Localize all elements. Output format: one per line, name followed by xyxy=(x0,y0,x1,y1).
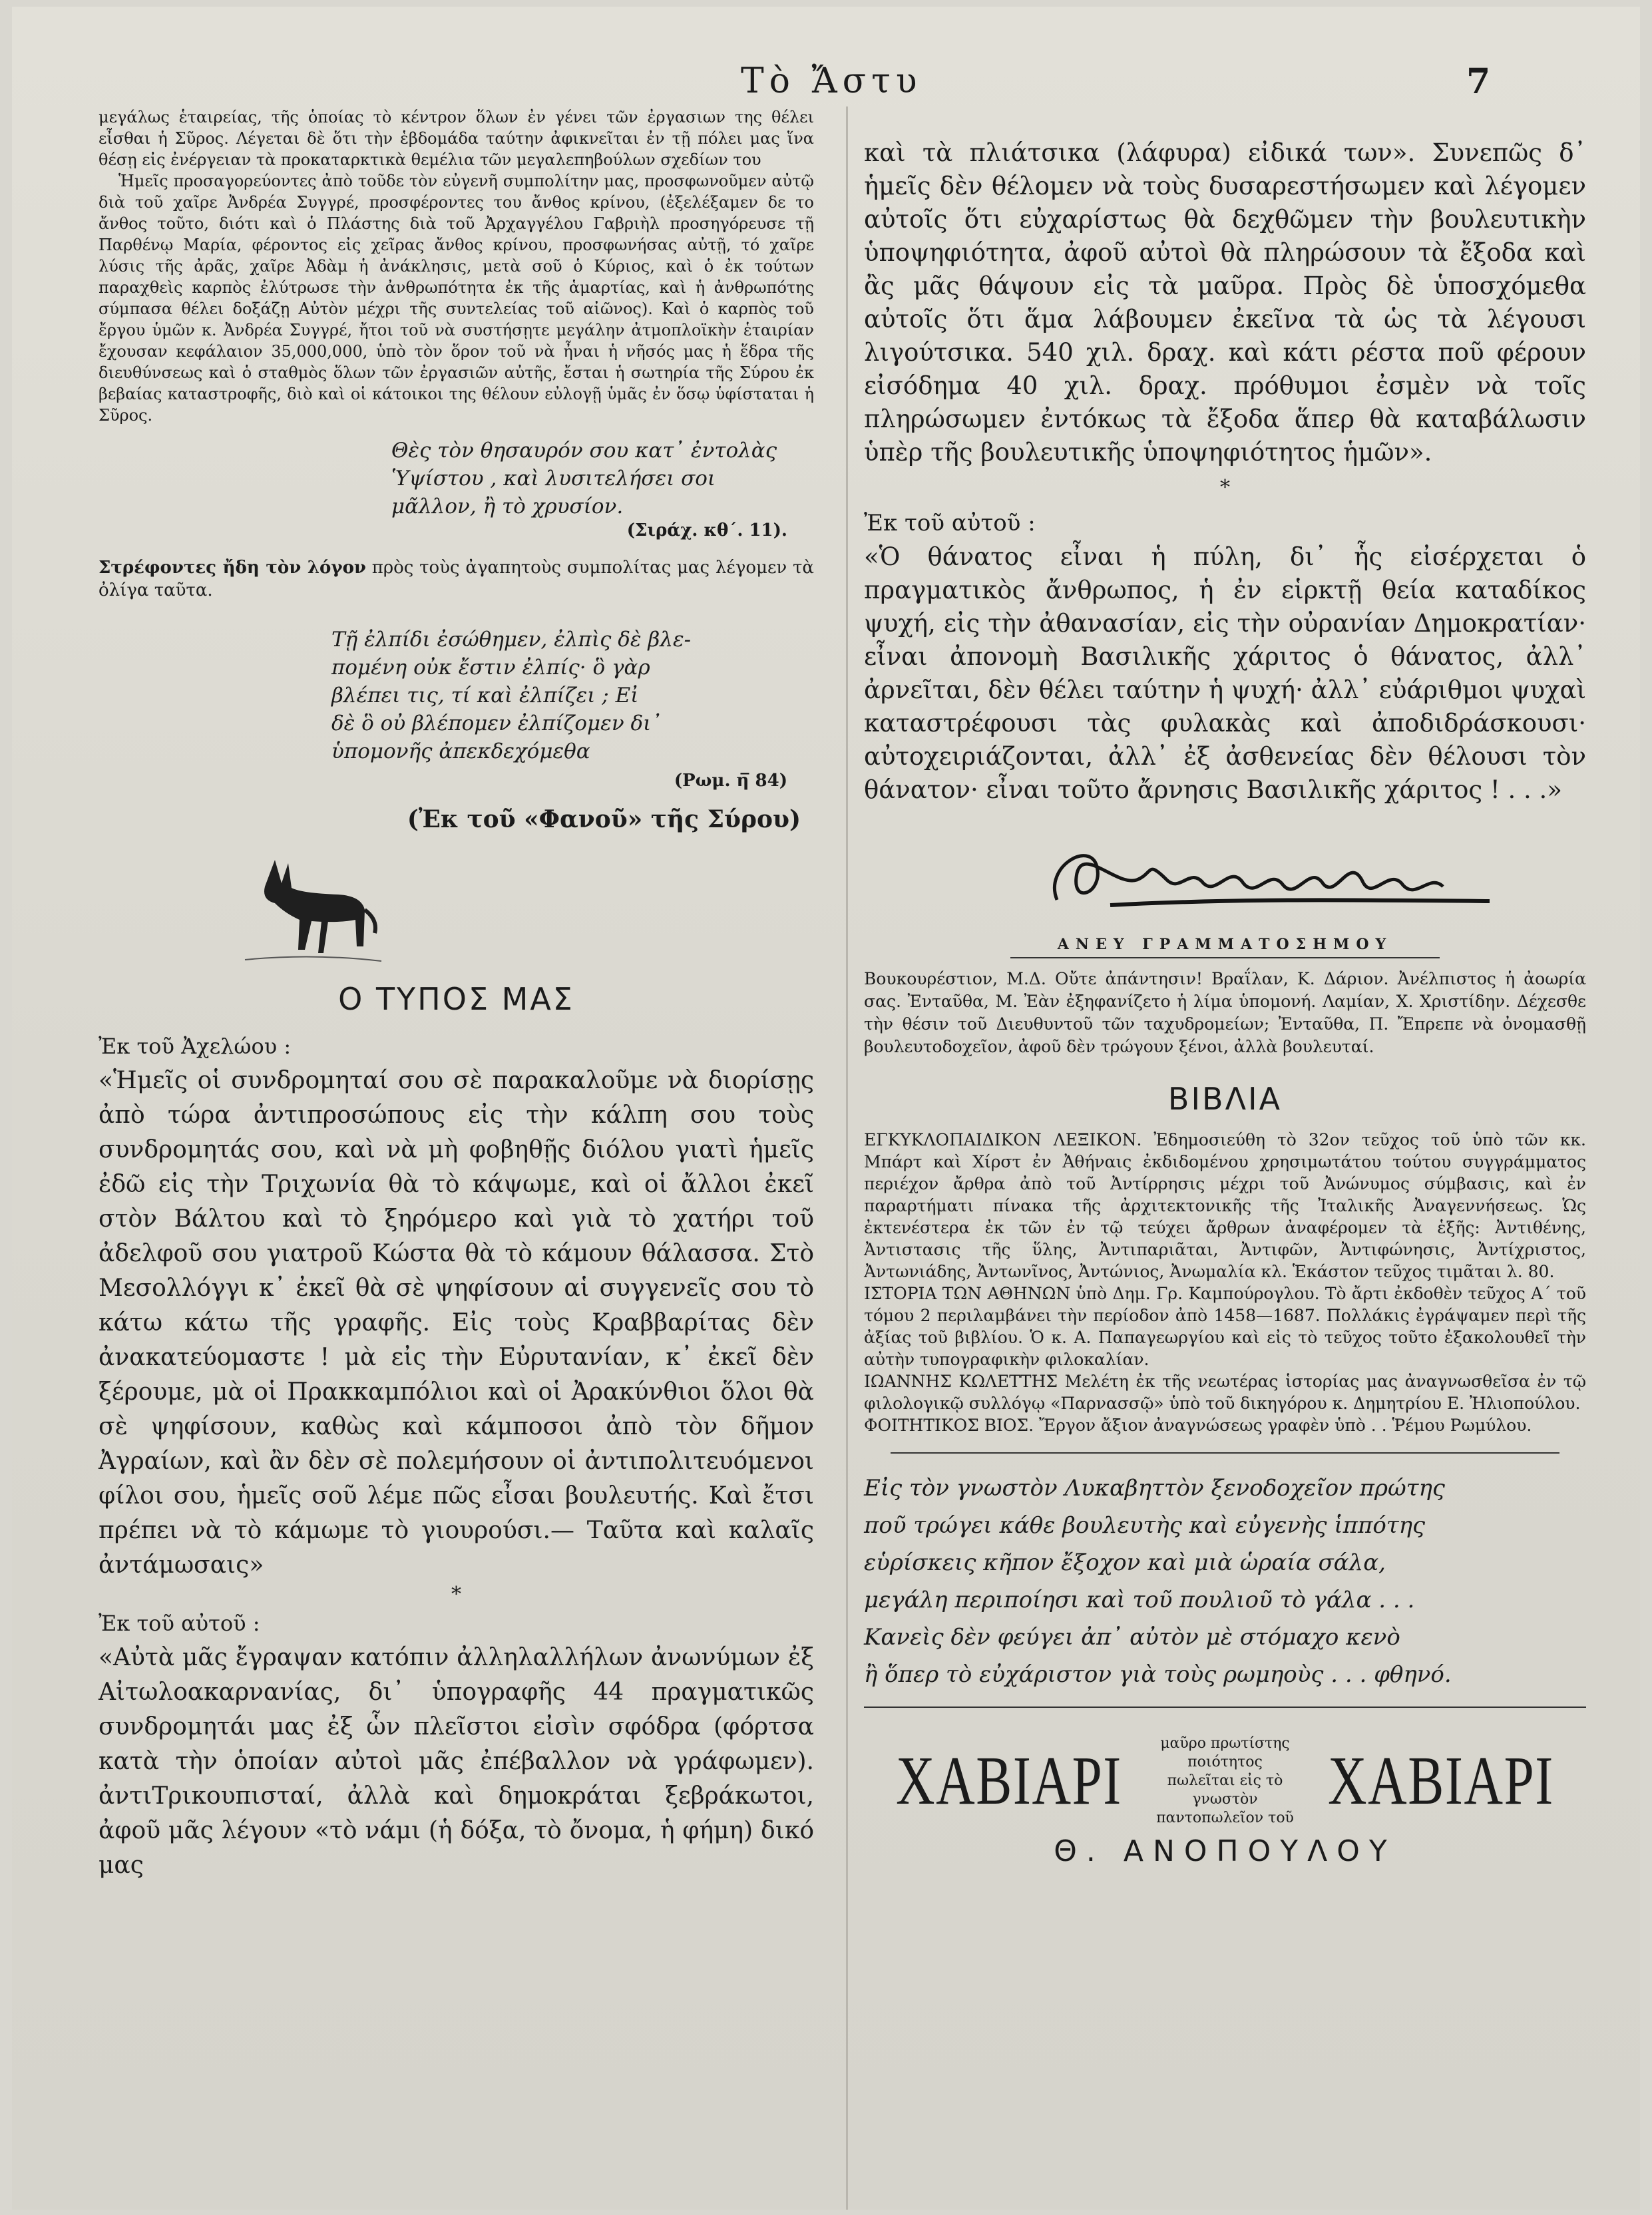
right-column xyxy=(864,136,1586,1868)
verse-line: Ὑψίστου , καὶ λυσιτελήσει σοι xyxy=(391,467,716,491)
ad-line: ποῦ τρώγει κάθε βουλευτὴς καὶ εὐγενὴς ἱππότης xyxy=(864,1512,1426,1539)
divider xyxy=(1010,957,1440,958)
ad-line: Εἰς τὸν γνωστὸν Λυκαβηττὸν ξενοδοχεῖον πρώτης xyxy=(864,1475,1445,1502)
caviar-description: μαῦρο πρωτίστης ποιότητος πωλεῖται εἰς τὸ γνωστὸν παντοπωλεῖον τοῦ xyxy=(1156,1735,1294,1826)
article-paragraph: Ἡμεῖς προσαγορεύοντες ἀπὸ τοῦδε τὸν εὐγενῆ συμπολίτην μας, προσφωνοῦμεν αὐτῷ διὰ τοῦ χαῖρε Ἀνδρέα Συγγρέ, προσφέροντες του ἄνθος κρίνου, (ἐξελέξαμεν δε το ἄνθος τοῦτο, διότι καὶ ὁ Πλάστης διὰ τοῦ Ἀρχαγγέλου Γαβριὴλ προσηγόρευσε τῇ Παρθένῳ Μαρία, φέροντος εἰς χεῖρας ἄνθος κρίνου, προσφωνήσας αὐτῇ, τό χαῖρε λύσις τῆς ἀρᾶς, χαῖρε Ἀδὰμ ἡ ἀνάκλησις, μετὰ σοῦ ὁ Κύριος, καὶ ὁ ἐκ τούτων παραχθεὶς καρπὸς ἐλύτρωσε τὴν ἀνθρωπότητα ἐκ τῆς ἁμαρτίας, καὶ ἡ ἀνθρωπότης σύμπασα θέλει δοξάζῃ Αὐτὸν μέχρι τῆς συντελείας τοῦ αἰῶνος). Καὶ ὁ καρπὸς τοῦ ἔργου ὑμῶν κ. Ἀνδρέα Συγγρέ, ἤτοι τοῦ νὰ συστήσῃτε μεγάλην ἀτμοπλοϊκὴν ἑταιρίαν ἔχουσαν κεφάλαιον 35,000,000, ὑπὸ τὸν ὅρον τοῦ νὰ ἦναι ἡ νῆσός μας ἡ ἕδρα τῆς διευθύνσεως καὶ ὁ σταθμὸς ὅλων τῶν ἐργασιῶν αὐτῆς, ἔσται ἡ σωτηρία τῆς Σύρου ἐκ βεβαίας καταστροφῆς, διὸ καὶ οἱ κάτοικοι της θέλουν εὐλογῇ ὑμᾶς ἐν ὅσῳ ὑφίσταται ἡ Σῦρος. xyxy=(99,172,814,425)
book-entry: ΦΟΙΤΗΤΙΚΟΣ ΒΙΟΣ. Ἔργον ἄξιον ἀναγνώσεως γραφὲν ὑπὸ . . Ῥέμου Ρωμύλου. xyxy=(864,1416,1532,1435)
verse-line: ὑπομονῆς ἀπεκδεχόμεθα xyxy=(331,739,590,763)
fold-line xyxy=(846,106,848,2210)
source-credit: (Ἐκ τοῦ «Φανοῦ» τῆς Σύρου) xyxy=(407,805,801,833)
from-line: Ἐκ τοῦ αὐτοῦ : xyxy=(864,510,1036,536)
newspaper-page xyxy=(12,7,1640,2210)
verse-block xyxy=(99,437,814,540)
from-line: Ἐκ τοῦ αὐτοῦ : xyxy=(99,1611,260,1636)
section-title: Ο ΤΥΠΟΣ ΜΑΣ xyxy=(338,981,574,1017)
caviar-advertisement xyxy=(864,1734,1586,1828)
article-paragraph xyxy=(99,556,814,602)
books-title: ΒΙΒΛΙΑ xyxy=(1167,1081,1283,1117)
book-entry: ΙΣΤΟΡΙΑ ΤΩΝ ΑΘΗΝΩΝ ὑπὸ Δημ. Γρ. Καμπούρογλου. Τὸ ἄρτι ἐκδοθὲν τεῦχος Α´ τοῦ τόμου 2 περιλαμβάνει τὴν περίοδον ἀπὸ 1458—1687. Πολλάκις ἐγράψαμεν περὶ τῆς ἀξίας τοῦ βιβλίου. Ὁ κ. Α. Παπαγεωργίου καὶ εἰς τὸ τεῦχος τοῦτο ἐξακολουθεῖ τὴν αὐτὴν τυπογραφικὴν φιλοκαλίαν. xyxy=(864,1284,1586,1369)
verse-line: βλέπει τις, τί καὶ ἐλπίζει ; Εἰ xyxy=(331,684,639,707)
caviar-word-right: ΧΑΒΙΑΡΙ xyxy=(1328,1742,1555,1819)
from-line: Ἐκ τοῦ Ἀχελώου : xyxy=(99,1034,292,1059)
book-entry: ΙΩΑΝΝΗΣ ΚΩΛΕΤΤΗΣ Μελέτη ἐκ τῆς νεωτέρας ἱστορίας μας ἀναγνωσθεῖσα ἐν τῷ φιλολογικῷ συλλόγῳ «Παρνασσῷ» ὑπὸ τοῦ δικηγόρου κ. Δημητρίου Ε. Ἠλιοπούλου. xyxy=(864,1372,1586,1413)
separator-star: * xyxy=(1220,476,1230,499)
verse-line: μᾶλλον, ἢ τὸ χρυσίον. xyxy=(391,495,624,518)
verse-citation: (Ρωμ. η̅ 84) xyxy=(674,771,787,791)
ad-line: μεγάλη περιποίησι καὶ τοῦ πουλιοῦ τὸ γάλα . . . xyxy=(864,1587,1415,1613)
masthead-title: Τὸ Ἄστυ xyxy=(741,61,923,101)
page-number: 7 xyxy=(1466,61,1491,102)
article-paragraph: μεγάλως ἑταιρείας, τῆς ὁποίας τὸ κέντρον ὅλων ἐν γένει τῶν ἐργασιων της θέλει εἶσθαι ἡ Σῦρος. Λέγεται δὲ ὅτι τὴν ἑβδομάδα ταύτην ἀφικνεῖται ἐν τῇ πόλει μας ἵνα θέσῃ εἰς ἐνέργειαν τὰ προκαταρκτικὰ θεμέλια τῶν μεγαλεπηβούλων σχεδίων του xyxy=(99,108,814,169)
dog-illustration xyxy=(238,847,385,966)
verse-line: πομένη οὐκ ἔστιν ἐλπίς· ὃ γὰρ xyxy=(331,656,650,680)
verse-line: δὲ ὃ οὐ βλέπομεν ἐλπίζομεν δι᾽ xyxy=(331,711,662,735)
verse-citation: (Σιράχ. κθ´. 11). xyxy=(626,520,787,540)
verse-block xyxy=(99,626,814,791)
quote-paragraph: «Ἡμεῖς οἱ συνδρομηταί σου σὲ παρακαλοῦμε νὰ διορίσῃς ἀπὸ τώρα ἀντιπροσώπους εἰς τὴν κάλπη σου τοὺς συνδρομητάς σου, καὶ νὰ μὴ φοβηθῇς διόλου γιατὶ ἡμεῖς ἐδῶ εἰς τὴν Τριχωνία θὰ τὸ κάψωμε, καὶ οἱ ἄλλοι ἐκεῖ στὸν Βάλτου καὶ τὸ ξηρόμερο καὶ γιὰ τὸ χατήρι τοῦ ἀδελφοῦ σου γιατροῦ Κώστα θὰ τὸ κάμουν θάλασσα. Στὸ Μεσολλόγγι κ᾽ ἐκεῖ θὰ σὲ ψηφίσουν αἱ συγγενεῖς σου τὸ κάτω κάτω τῆς γραφῆς. Εἰς τοὺς Κραββαρίτας δὲν ἀνακατεύομαστε ! μὰ εἰς τὴν Εὐρυτανίαν, κ᾽ ἐκεῖ δὲν ξέρουμε, μὰ οἱ Πρακκαμπόλιοι καὶ οἱ Ἀρακύνθιοι ὅλοι θὰ σὲ ψηφίσουν, καθὼς καὶ κάμποσοι ἀπὸ τὸν δῆμον Ἀγραίων, καὶ ἂν δὲν σὲ πολεμήσουν οἱ ἀντιπολιτευόμενοι φίλοι σου, ἡμεῖς σοῦ λέμε πῶς εἶσαι βουλευτής. Καὶ ἔτσι πρέπει νὰ τὸ κάμωμε τὸ γιουρούσι.— Ταῦτα καὶ καλαῖς ἀντάμωσαις» xyxy=(99,1067,814,1579)
notice-text: Βουκουρέστιον, Μ.Δ. Οὔτε ἀπάντησιν! Βραΐλαν, Κ. Δάριον. Ἀνέλπιστος ἡ ἀοωρία σας. Ἐνταῦθα, Μ. Ἐὰν ἐξηφανίζετο ἡ λίμα ὑπομονή. Λαμίαν, Χ. Χριστίδην. Δέχεσθε τὴν θέσιν τοῦ Διευθυντοῦ τῶν ταχυδρομείων; Ἐνταῦθα, Π. Ἔπρεπε νὰ ὀνομασθῇ βουλευτοδοχεῖον, ἀφοῦ δὲν τρώγουν ξένοι, ἀλλὰ βουλευταί. xyxy=(864,969,1586,1056)
hotel-advertisement xyxy=(864,1470,1586,1693)
book-entry: ΕΓΚΥΚΛΟΠΑΙΔΙΚΟΝ ΛΕΞΙΚΟΝ. Ἐδημοσιεύθη τὸ 32ον τεῦχος τοῦ ὑπὸ τῶν κκ. Μπάρτ καὶ Χίρστ ἐν Ἀθήναις ἐκδιδομένου χρησιμωτάτου τούτου συγγράμματος περιέχον ἄρθρα ἀπὸ τοῦ Ἀντίρρησις μέχρι τοῦ Ἀνώνυμος σύμβασις, καὶ ἐν παραρτήματι πίνακα τῆς ἀρχιτεκτονικῆς τῆς Ἰταλικῆς Ἀναγεννήσεως. Ὡς ἐκτενέστερα ἐκ τῶν ἐν τῷ τεύχει ἄρθρων ἀναφέρομεν τὰ ἑξῆς: Ἀντιθένης, Ἀντιστασις τῆς ὕλης, Ἀντιπαριᾶται, Ἀντιφῶν, Ἀντιφώνησις, Ἀντίχριστος, Ἀντωνιάδης, Ἀντωνῖνος, Ἀντώνιος, Ἀνωμαλία κλ. Ἑκάστον τεῦχος τιμᾶται λ. 80. xyxy=(864,1130,1586,1281)
verse-line: Τῇ ἐλπίδι ἐσώθημεν, ἐλπὶς δὲ βλε- xyxy=(331,628,692,652)
left-column xyxy=(99,106,814,1883)
quote-paragraph: καὶ τὰ πλιάτσικα (λάφυρα) εἰδικά των». Συνεπῶς δ᾽ ἡμεῖς δὲν θέλομεν νὰ τοὺς δυσαρεστήσωμεν καὶ λέγομεν αὐτοῖς ὅτι εὐχαρίστως θὰ δεχθῶμεν τὴν βουλευτικὴν ὑποψηφιότητα, ἀφοῦ αὐτοὶ θὰ πληρώσουν τὰ ἔξοδα καὶ ἂς μᾶς θάψουν εἰς τὰ μαῦρα. Πρὸς δὲ ὑποσχόμεθα αὐτοῖς ὅτι ἅμα λάβουμεν ἐκεῖνα τὰ ὡς τὰ λέγουσι λιγούτσικα. 540 χιλ. δραχ. καὶ κάτι ρέστα ποῦ φέρουν εἰσόδημα 40 χιλ. δραχ. πρόθυμοι ἐσμὲν νὰ τοῖς πληρώσωμεν ἐντόκως τὰ ἔξοδα ἅπερ θὰ καταβάλωσιν ὑπὲρ τῆς βουλευτικῆς ὑποψηφιότητος ἡμῶν». xyxy=(864,138,1586,467)
ad-line: ἢ ὅπερ τὸ εὐχάριστον γιὰ τοὺς ρωμηοὺς . . . φθηνό. xyxy=(864,1661,1452,1688)
separator-star: * xyxy=(451,1583,461,1606)
paragraph-text: πρὸς τοὺς ἀγαπητοὺς συμπολίτας μας λέγομεν τὰ ὀλίγα ταῦτα. xyxy=(99,558,814,600)
ad-line: εὑρίσκεις κῆπον ἔξοχον καὶ μιὰ ὡραία σάλα, xyxy=(864,1549,1386,1576)
divider xyxy=(864,1707,1586,1708)
lead-phrase: Στρέφοντες ἤδη τὸν λόγον xyxy=(99,558,366,578)
ad-line: Κανεὶς δὲν φεύγει ἀπ᾽ αὐτὸν μὲ στόμαχο κενὸ xyxy=(864,1624,1400,1651)
notice-title: ΑΝΕΥ ΓΡΑΜΜΑΤΟΣΗΜΟΥ xyxy=(1057,936,1393,953)
caviar-brand: Θ. ΑΝΟΠΟΥΛΟΥ xyxy=(1054,1834,1396,1868)
divider xyxy=(891,1452,1559,1454)
verse-line: Θὲς τὸν θησαυρόν σου κατ᾽ ἐντολὰς xyxy=(391,439,777,463)
quote-paragraph: «Ὁ θάνατος εἶναι ἡ πύλη, δι᾽ ἧς εἰσέρχεται ὁ πραγματικὸς ἄνθρωπος, ἡ ἐν εἱρκτῇ θεία καταδίκος ψυχή, εἰς τὴν ἀθανασίαν, εἰς τὴν οὐρανίαν Δημοκρατίαν· εἶναι ἀπονομὴ Βασιλικῆς χάριτος ὁ θάνατος, ἀλλ᾽ ἀρνεῖται, δὲν θέλει ταύτην ἡ ψυχή· ἀλλ᾽ εὐάριθμοι ψυχαὶ καταστρέφουσι τὰς φυλακὰς καὶ ἀποδιδράσκουσι· αὐτοχειριάζονται, ἀλλ᾽ ἐξ ἀσθενείας δὲν θέλουσι τὸν θάνατον· εἶναι τοῦτο ἄρνησις Βασιλικῆς χάριτος ! . . .» xyxy=(864,542,1586,804)
handwritten-signature xyxy=(1030,827,1496,926)
quote-paragraph: «Αὐτὰ μᾶς ἔγραψαν κατόπιν ἀλληλαλλήλων ἀνωνύμων ἐξ Αἰτωλοακαρνανίας, δι᾽ ὑπογραφῆς 44 πραγματικῶς συνδρομητάι μας ἐξ ὧν πλεῖστοι εἰσὶν σφόδρα (φόρτσα κατὰ τὴν ὁποίαν αὐτοὶ μᾶς ἐπέβαλλον νὰ γράφωμεν). ἀντιΤρικουπισταί, ἀλλὰ καὶ δημοκράται ξεβράκωτοι, ἀφοῦ μᾶς λέγουν «τὸ νάμι (ἡ δόξα, τὸ ὄνομα, ἡ φήμη) δικό μας xyxy=(99,1644,814,1879)
caviar-word-left: ΧΑΒΙΑΡΙ xyxy=(895,1742,1122,1819)
